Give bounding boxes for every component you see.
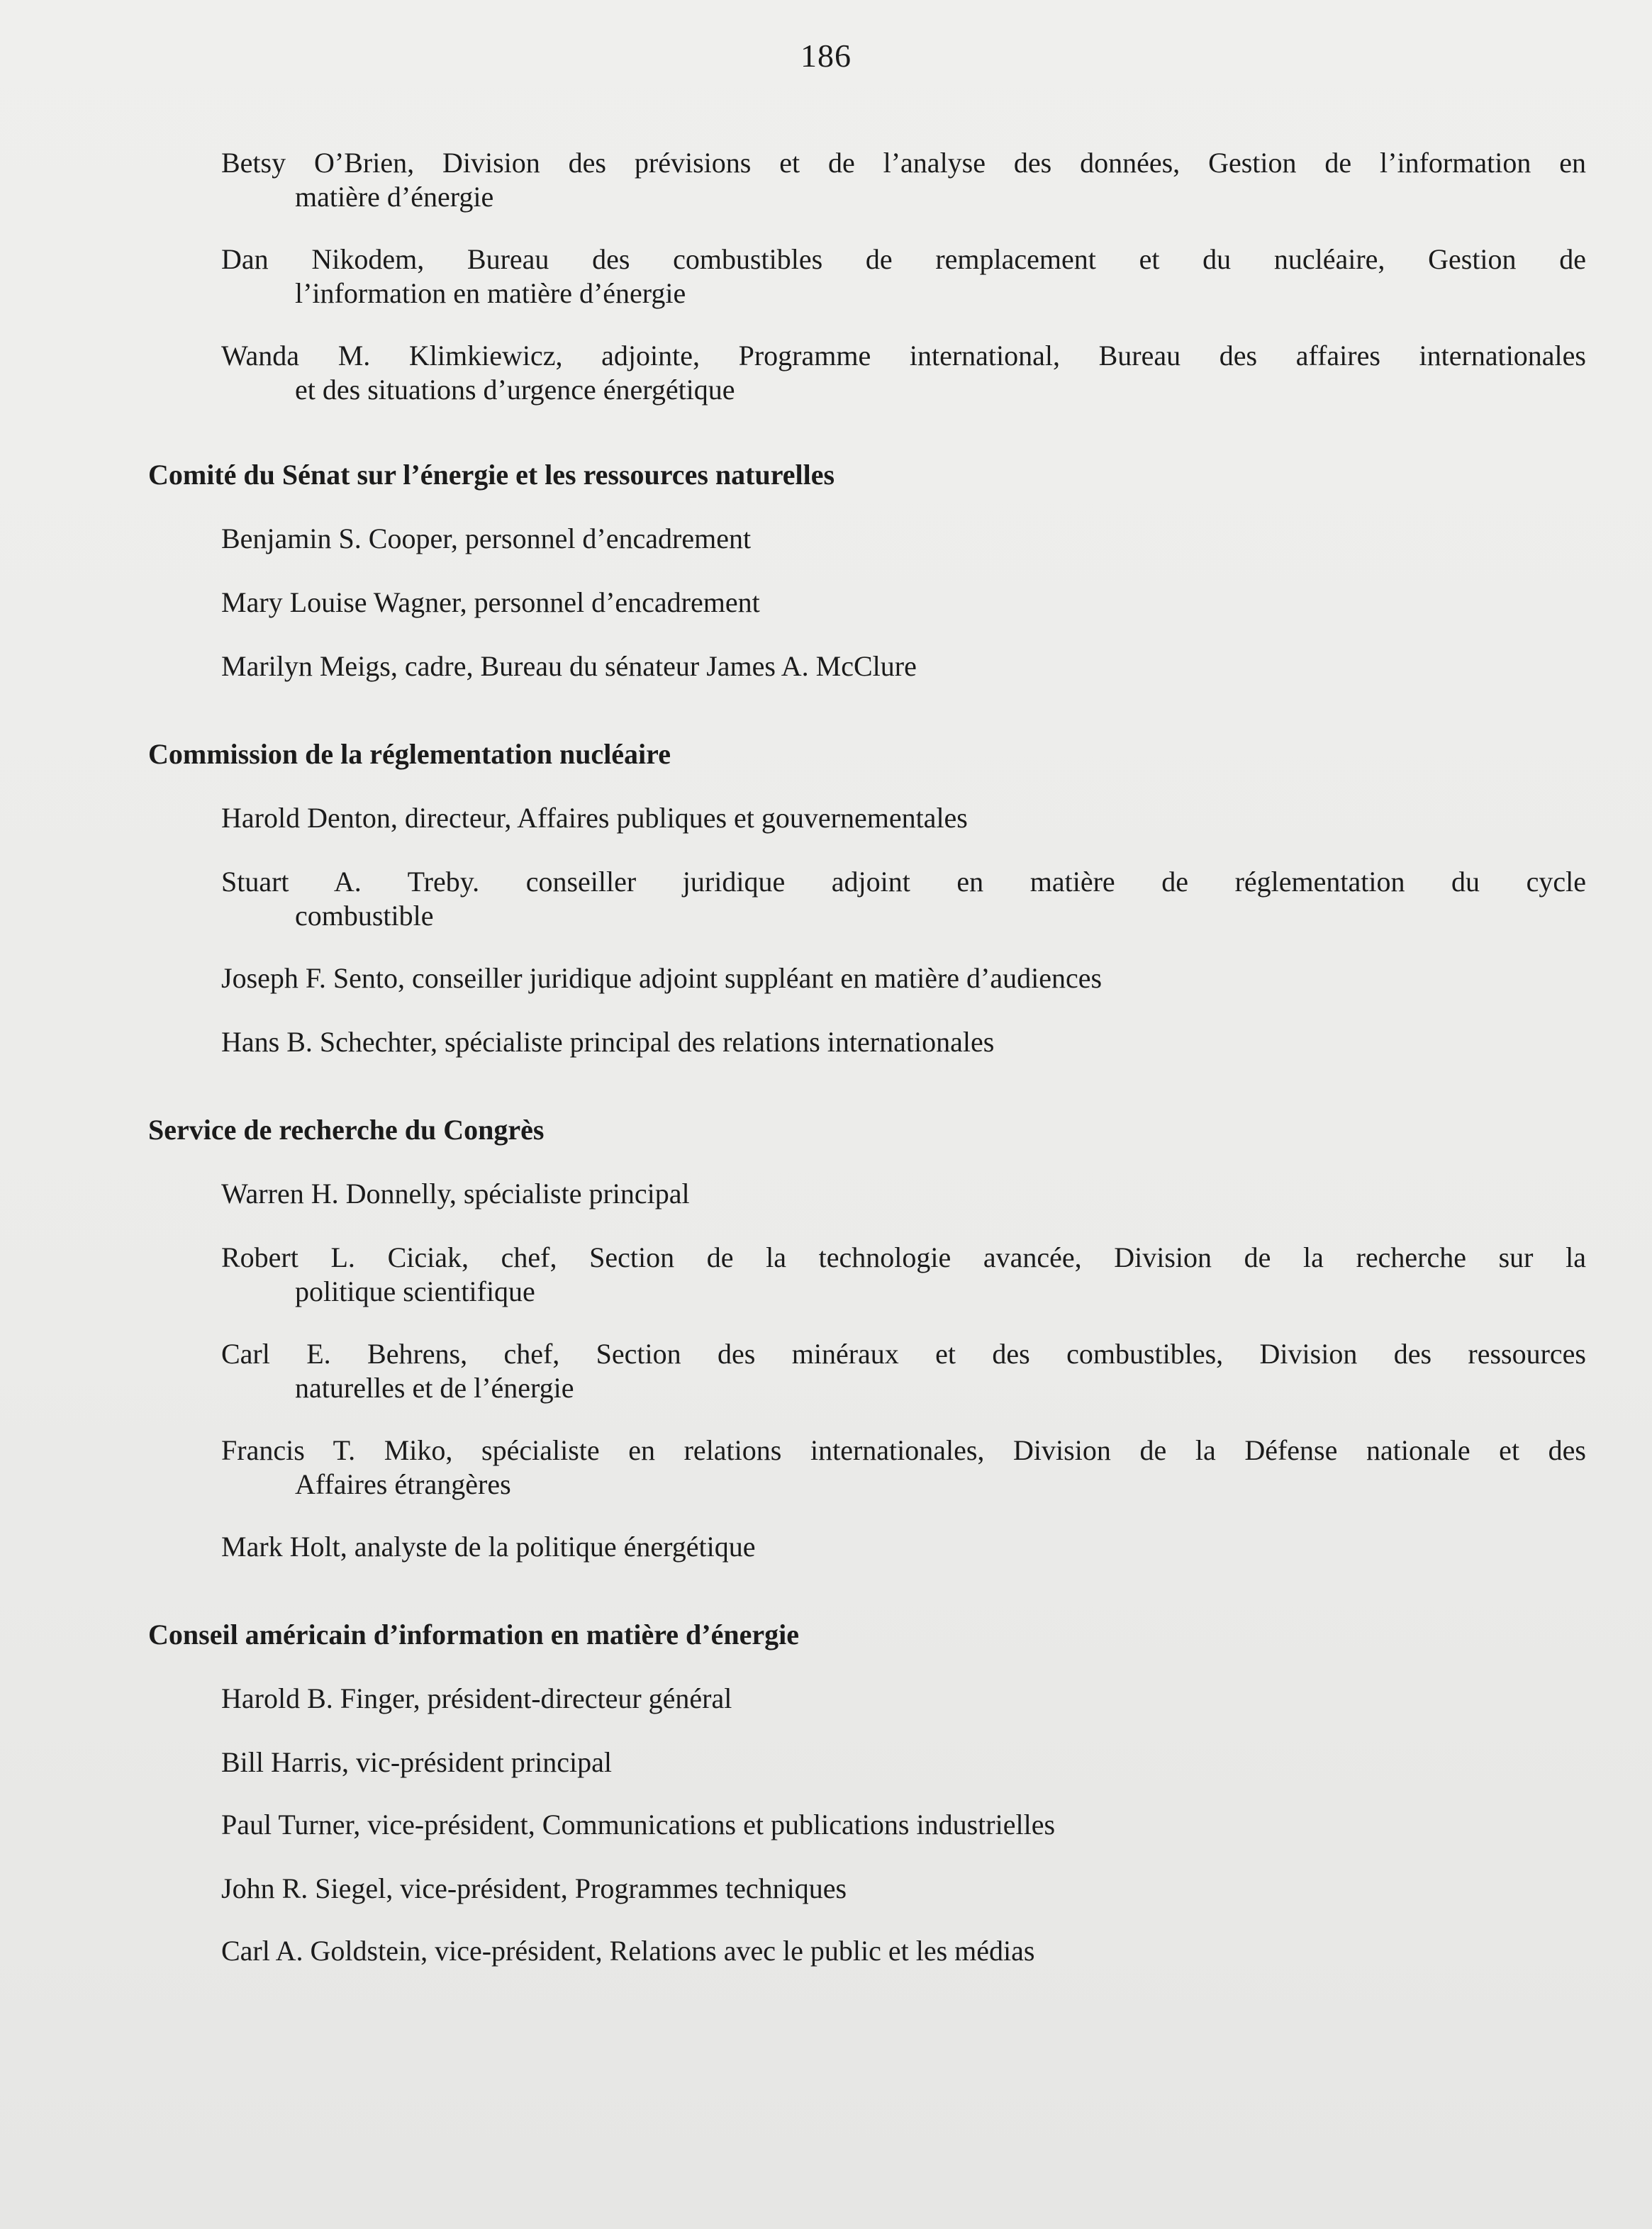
- list-item: [221, 1337, 1586, 1405]
- list-item: [221, 801, 1586, 835]
- page-number: 186: [800, 38, 852, 74]
- list-item: [221, 1682, 1586, 1716]
- list-item: [221, 649, 1586, 683]
- entry-continuation: matière d’énergie: [295, 181, 494, 213]
- list-item: [221, 1434, 1586, 1502]
- list-item: [221, 339, 1586, 407]
- entry-line: Marilyn Meigs, cadre, Bureau du sénateur James A. McClure: [221, 650, 917, 682]
- list-item: [221, 1934, 1586, 1968]
- list-item: [221, 1530, 1586, 1564]
- section-heading: Conseil américain d’information en matière d’énergie: [148, 1619, 799, 1650]
- entry-continuation: Affaires étrangères: [295, 1468, 511, 1500]
- entry-line: Benjamin S. Cooper, personnel d’encadrement: [221, 523, 752, 554]
- list-item: [221, 1808, 1586, 1842]
- list-item: [221, 1745, 1586, 1780]
- list-item: [221, 522, 1586, 556]
- entry-line: Mary Louise Wagner, personnel d’encadrement: [221, 586, 760, 618]
- entry-continuation: politique scientifique: [295, 1275, 535, 1307]
- entry-line: Joseph F. Sento, conseiller juridique adjoint suppléant en matière d’audiences: [221, 962, 1103, 994]
- entry-continuation: naturelles et de l’énergie: [295, 1372, 574, 1404]
- entry-continuation: l’information en matière d’énergie: [295, 277, 686, 309]
- entry-line: Paul Turner, vice-président, Communications et publications industrielles: [221, 1809, 1056, 1840]
- section-heading: Service de recherche du Congrès: [148, 1114, 545, 1146]
- list-item: [221, 865, 1586, 933]
- entry-line: John R. Siegel, vice-président, Programmes techniques: [221, 1872, 847, 1904]
- list-item: [221, 242, 1586, 311]
- entry-line: Robert L. Ciciak, chef, Section de la technologie avancée, Division de la recherche sur la: [221, 1241, 1586, 1273]
- entry-continuation: et des situations d’urgence énergétique: [295, 374, 735, 406]
- entry-line: Harold B. Finger, président-directeur général: [221, 1682, 732, 1714]
- list-item: [221, 586, 1586, 620]
- entry-line: Dan Nikodem, Bureau des combustibles de remplacement et du nucléaire, Gestion de: [221, 243, 1586, 275]
- entry-line: Carl E. Behrens, chef, Section des minéraux et des combustibles, Division des ressources: [221, 1338, 1586, 1370]
- entry-line: Hans B. Schechter, spécialiste principal des relations internationales: [221, 1026, 995, 1058]
- section-heading: Commission de la réglementation nucléaire: [148, 738, 671, 770]
- list-item: [221, 961, 1586, 995]
- list-item: [221, 146, 1586, 214]
- entry-line: Warren H. Donnelly, spécialiste principal: [221, 1178, 690, 1210]
- entry-line: Stuart A. Treby. conseiller juridique adjoint en matière de réglementation du cycle: [221, 866, 1586, 898]
- entry-line: Harold Denton, directeur, Affaires publiques et gouvernementales: [221, 802, 968, 834]
- entry-line: Francis T. Miko, spécialiste en relations internationales, Division de la Défense nationale et des: [221, 1434, 1586, 1466]
- section-heading: Comité du Sénat sur l’énergie et les ressources naturelles: [148, 459, 835, 491]
- list-item: [221, 1177, 1586, 1211]
- entry-line: Mark Holt, analyste de la politique énergétique: [221, 1531, 756, 1563]
- entry-line: Wanda M. Klimkiewicz, adjointe, Programme international, Bureau des affaires internationales: [221, 340, 1586, 372]
- list-item: [221, 1241, 1586, 1309]
- entry-line: Betsy O’Brien, Division des prévisions et de l’analyse des données, Gestion de l’information en: [221, 147, 1586, 179]
- entry-line: Bill Harris, vic-président principal: [221, 1746, 612, 1778]
- entry-line: Carl A. Goldstein, vice-président, Relations avec le public et les médias: [221, 1935, 1035, 1967]
- list-item: [221, 1025, 1586, 1059]
- entry-continuation: combustible: [295, 900, 434, 932]
- list-item: [221, 1872, 1586, 1906]
